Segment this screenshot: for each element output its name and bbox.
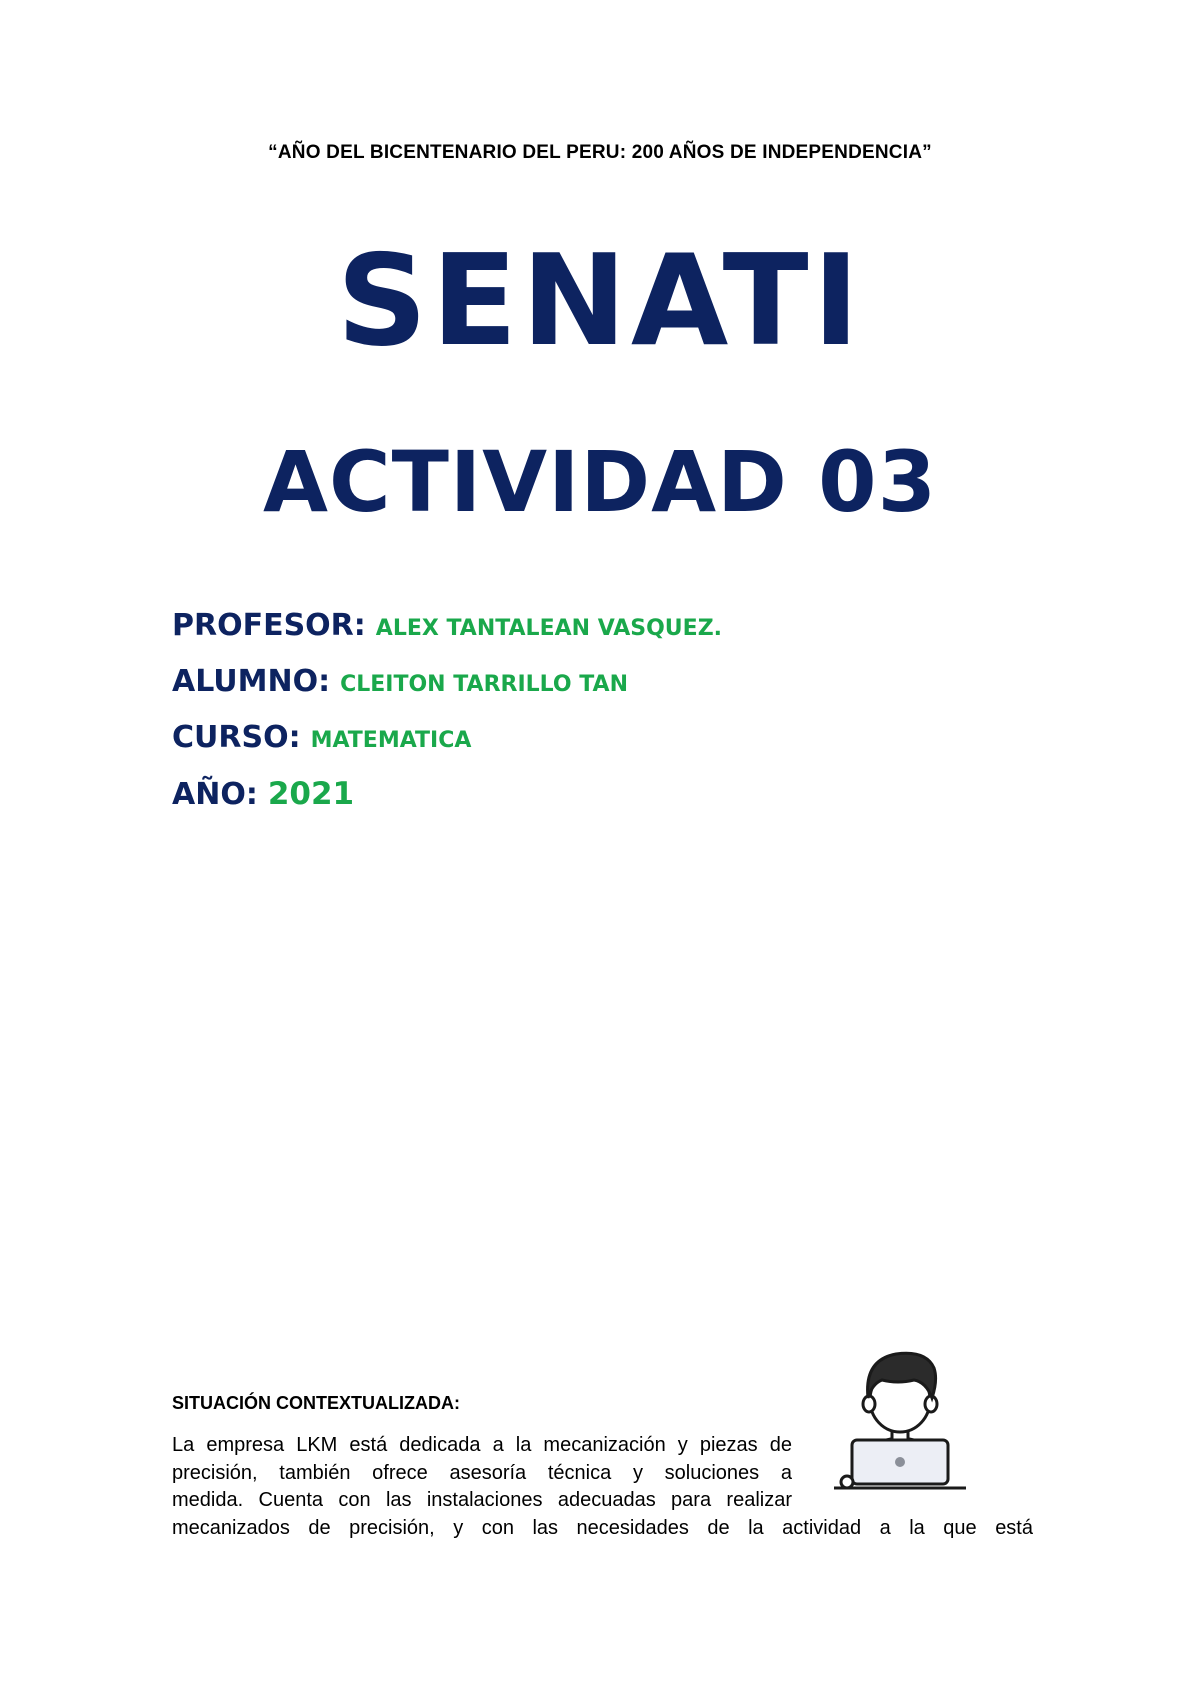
info-row-curso xyxy=(172,720,722,776)
paragraph-line: medida. Cuenta con las instalaciones adecuadas para realizar xyxy=(172,1489,792,1511)
activity-title: ACTIVIDAD 03 xyxy=(262,433,938,531)
curso-label: CURSO: xyxy=(172,720,301,755)
profesor-label: PROFESOR: xyxy=(172,608,366,643)
document-motto: “AÑO DEL BICENTENARIO DEL PERU: 200 AÑOS DE INDEPENDENCIA” xyxy=(268,142,932,163)
year-value: 2021 xyxy=(267,776,355,812)
person-at-laptop-icon xyxy=(830,1340,970,1490)
curso-value: MATEMATICA xyxy=(310,728,472,753)
paragraph-line: precisión, también ofrece asesoría técnica y soluciones a xyxy=(172,1461,792,1484)
year-label: AÑO: xyxy=(172,777,258,812)
student-info xyxy=(172,608,722,832)
info-row-profesor xyxy=(172,608,722,664)
section-title: SITUACIÓN CONTEXTUALIZADA: xyxy=(172,1393,460,1413)
info-row-year xyxy=(172,776,722,832)
alumno-value: CLEITON TARRILLO TAN xyxy=(340,672,628,697)
institution-title: SENATI xyxy=(336,227,864,374)
paragraph-line: mecanizados de precisión, y con las necesidades de la actividad a la que está xyxy=(172,1516,1033,1539)
paragraph-line: La empresa LKM está dedicada a la mecanización y piezas de xyxy=(172,1434,792,1456)
alumno-label: ALUMNO: xyxy=(172,664,331,699)
info-row-alumno xyxy=(172,664,722,720)
profesor-value: ALEX TANTALEAN VASQUEZ. xyxy=(375,616,723,641)
